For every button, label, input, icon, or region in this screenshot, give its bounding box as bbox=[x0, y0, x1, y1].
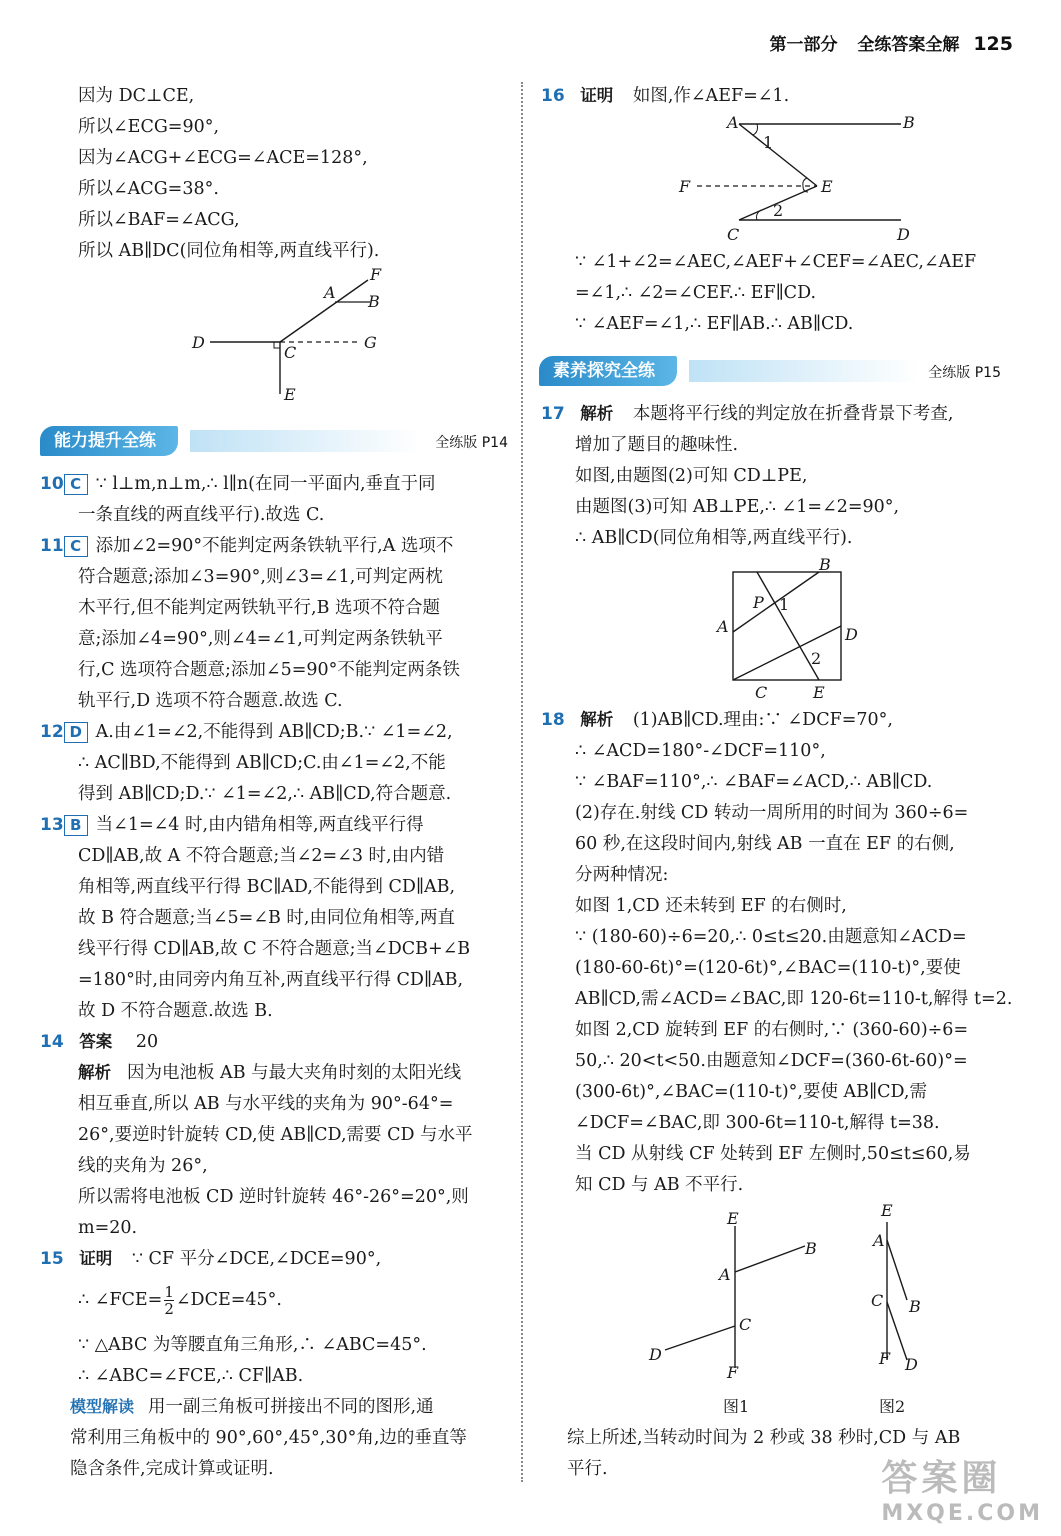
text-segment: ∠DCE=45°. bbox=[175, 1290, 282, 1310]
q13-first-line bbox=[40, 813, 424, 837]
text-line: 因为∠ACG+∠ECG=∠ACE=128°, bbox=[78, 148, 368, 168]
text-line: 26°,要逆时针旋转 CD,使 AB∥CD,需要 CD 与水平 bbox=[78, 1125, 473, 1145]
text-line: 所以需将电池板 CD 逆时针旋转 46°-26°=20°,则 bbox=[78, 1187, 469, 1207]
text-line: ∵ ∠AEF=∠1,∴ EF∥AB.∴ AB∥CD. bbox=[575, 314, 854, 334]
text-line: ∴ ∠ACD=180°-∠DCF=110°, bbox=[575, 741, 826, 761]
fig-label: D bbox=[905, 1355, 918, 1374]
fig-label: B bbox=[909, 1297, 921, 1316]
text-line: 所以 AB∥DC(同位角相等,两直线平行). bbox=[78, 241, 380, 261]
text-line: 所以∠ECG=90°, bbox=[78, 117, 220, 137]
proof-label: 证明 bbox=[580, 86, 614, 105]
figure-q18-1 bbox=[637, 1208, 837, 1413]
answer-box: D bbox=[64, 722, 88, 743]
fig-label: 2 bbox=[773, 201, 784, 220]
watermark-bottom: MXQE.COM bbox=[881, 1501, 1043, 1526]
figure-q16 bbox=[677, 110, 917, 245]
fraction: $\frac{1}{2}$ bbox=[164, 1283, 174, 1318]
text-line: 平行. bbox=[567, 1459, 608, 1479]
fig-label: C bbox=[871, 1291, 884, 1310]
q16-first-line bbox=[541, 84, 789, 108]
fig-label: C bbox=[284, 343, 297, 362]
q15-first-line bbox=[40, 1247, 381, 1271]
fig-label: A bbox=[873, 1231, 885, 1250]
answer-label: 答案 bbox=[79, 1032, 113, 1051]
text-line: 木平行,但不能判定两铁轨平行,B 选项不符合题 bbox=[78, 598, 441, 618]
fig-label: A bbox=[717, 617, 729, 636]
analysis-label: 解析 bbox=[580, 404, 614, 423]
text-line: (1)AB∥CD.理由:∵ ∠DCF=70°, bbox=[632, 710, 893, 730]
text-line: 60 秒,在这段时间内,射线 AB 一直在 EF 的右侧, bbox=[575, 834, 955, 854]
watermark-top: 答案圈 bbox=[881, 1458, 1002, 1499]
model-first-line bbox=[70, 1395, 434, 1419]
header-title: 全练答案全解 bbox=[857, 35, 960, 55]
question-number: 14 bbox=[40, 1032, 64, 1052]
model-label: 模型解读 bbox=[70, 1397, 135, 1416]
q18-first-line bbox=[541, 708, 893, 732]
text-line: 如图,作∠AEF=∠1. bbox=[632, 86, 790, 106]
banner-ref: 全练版 P15 bbox=[928, 365, 1001, 381]
text-line: 角相等,两直线平行得 BC∥AD,不能得到 CD∥AB, bbox=[78, 877, 456, 897]
text-line: 如图 2,CD 旋转到 EF 的右侧时,∵ (360-60)÷6= bbox=[575, 1020, 969, 1040]
text-line: 故 D 不符合题意.故选 B. bbox=[78, 1001, 273, 1021]
text-line: 因为电池板 AB 与最大夹角时刻的太阳光线 bbox=[127, 1063, 462, 1083]
text-line: A.由∠1=∠2,不能得到 AB∥CD;B.∵ ∠1=∠2, bbox=[95, 722, 453, 742]
text-line: AB∥CD,需∠ACD=∠BAC,即 120-6t=110-t,解得 t=2. bbox=[575, 989, 1013, 1009]
section-banner-ability bbox=[40, 426, 508, 456]
text-line: 如图,由题图(2)可知 CD⊥PE, bbox=[575, 466, 808, 486]
fig-label: C bbox=[739, 1315, 752, 1334]
fig-label: C bbox=[755, 683, 768, 702]
text-line: ∵ △ABC 为等腰直角三角形,∴ ∠ABC=45°. bbox=[78, 1335, 427, 1355]
banner-title: 素养探究全练 bbox=[539, 356, 677, 386]
text-line: 常利用三角板中的 90°,60°,45°,30°角,边的垂直等 bbox=[70, 1428, 467, 1448]
text-line: ∵ ∠BAF=110°,∴ ∠BAF=∠ACD,∴ AB∥CD. bbox=[575, 772, 933, 792]
text-line: 本题将平行线的判定放在折叠背景下考查, bbox=[632, 404, 954, 424]
text-line: 由题图(3)可知 AB⊥PE,∴ ∠1=∠2=90°, bbox=[575, 497, 900, 517]
text-line: 因为 DC⊥CE, bbox=[78, 86, 195, 106]
header-part: 第一部分 bbox=[769, 35, 838, 55]
text-line: 综上所述,当转动时间为 2 秒或 38 秒时,CD 与 AB bbox=[567, 1428, 961, 1448]
text-line: =∠1,∴ ∠2=∠CEF.∴ EF∥CD. bbox=[575, 283, 817, 303]
text-line: ∵ CF 平分∠DCE,∠DCE=90°, bbox=[131, 1249, 382, 1269]
page-number: 125 bbox=[973, 33, 1013, 55]
banner-title: 能力提升全练 bbox=[40, 426, 178, 456]
text-line: ∵ l⊥m,n⊥m,∴ l∥n(在同一平面内,垂直于同 bbox=[95, 474, 436, 494]
question-number: 15 bbox=[40, 1249, 64, 1269]
text-line: 当 CD 从射线 CF 处转到 EF 左侧时,50≤t≤60,易 bbox=[575, 1144, 971, 1164]
text-line: 用一副三角板可拼接出不同的图形,通 bbox=[148, 1397, 434, 1417]
text-line: 当∠1=∠4 时,由内错角相等,两直线平行得 bbox=[95, 815, 424, 835]
text-line: ∵ (180-60)÷6=20,∴ 0≤t≤20.由题意知∠ACD= bbox=[575, 927, 967, 947]
q12-first-line bbox=[40, 720, 453, 744]
q17-first-line bbox=[541, 402, 953, 426]
page-header bbox=[769, 30, 1013, 55]
text-line: 知 CD 与 AB 不平行. bbox=[575, 1175, 744, 1195]
text-line: 意;添加∠4=90°,则∠4=∠1,可判定两条铁轨平 bbox=[78, 629, 443, 649]
answer-box: C bbox=[64, 474, 88, 495]
fig-label: 2 bbox=[811, 649, 822, 668]
q11-first-line bbox=[40, 534, 453, 558]
text-line: 相互垂直,所以 AB 与水平线的夹角为 90°-64°= bbox=[78, 1094, 454, 1114]
fig-label: D bbox=[192, 333, 205, 352]
text-line: CD∥AB,故 A 不符合题意;当∠2=∠3 时,由内错 bbox=[78, 846, 445, 866]
text-line: 轨平行,D 选项不符合题意.故选 C. bbox=[78, 691, 343, 711]
fig-label: D bbox=[897, 225, 910, 244]
analysis-label: 解析 bbox=[78, 1063, 111, 1082]
question-number: 17 bbox=[541, 404, 565, 424]
text-line: ∴ AC∥BD,不能得到 AB∥CD;C.由∠1=∠2,不能 bbox=[78, 753, 446, 773]
figure-q17 bbox=[707, 556, 867, 702]
fig-label: E bbox=[821, 177, 833, 196]
text-line: (2)存在.射线 CD 转动一周所用的时间为 360÷6= bbox=[575, 803, 969, 823]
answer-box: B bbox=[64, 815, 88, 836]
q14-answer-line bbox=[40, 1030, 158, 1054]
question-number: 18 bbox=[541, 710, 565, 730]
q10-first-line bbox=[40, 472, 436, 496]
fig-label: A bbox=[324, 283, 336, 302]
column-divider bbox=[521, 82, 523, 1482]
fig-label: C bbox=[727, 225, 740, 244]
fig-label: E bbox=[727, 1209, 739, 1228]
text-line: (180-60-6t)°=(120-6t)°,∠BAC=(110-t)°,要使 bbox=[575, 958, 961, 978]
text-line: 50,∴ 20<t<50.由题意知∠DCF=(360-6t-60)°= bbox=[575, 1051, 968, 1071]
section-banner-literacy bbox=[539, 356, 1001, 386]
fig-label: D bbox=[649, 1345, 662, 1364]
fig-label: 1 bbox=[763, 133, 774, 152]
fig-label: B bbox=[903, 113, 915, 132]
figure-caption: 图2 bbox=[879, 1397, 906, 1413]
question-number: 12 bbox=[40, 722, 64, 742]
q15-fraction-line bbox=[78, 1283, 282, 1317]
figure-q18-2 bbox=[857, 1200, 947, 1413]
text-line: 行,C 选项符合题意;添加∠5=90°不能判定两条铁 bbox=[78, 660, 460, 680]
text-line: ∵ ∠1+∠2=∠AEC,∠AEF+∠CEF=∠AEC,∠AEF bbox=[575, 252, 977, 272]
fig-label: F bbox=[727, 1363, 739, 1382]
text-line: 线平行得 CD∥AB,故 C 不符合题意;当∠DCB+∠B bbox=[78, 939, 471, 959]
fig-label: A bbox=[719, 1265, 731, 1284]
question-number: 13 bbox=[40, 815, 64, 835]
text-line: 隐含条件,完成计算或证明. bbox=[70, 1459, 274, 1479]
text-line: 故 B 符合题意;当∠5=∠B 时,由同位角相等,两直 bbox=[78, 908, 456, 928]
text-line: 所以∠BAF=∠ACG, bbox=[78, 210, 240, 230]
text-line: 得到 AB∥CD;D.∵ ∠1=∠2,∴ AB∥CD,符合题意. bbox=[78, 784, 452, 804]
fig-label: D bbox=[845, 625, 858, 644]
q14-analysis-line bbox=[78, 1061, 461, 1085]
fig-label: A bbox=[727, 113, 739, 132]
fig-label: P bbox=[753, 593, 764, 612]
fig-label: E bbox=[881, 1201, 893, 1220]
answer-value: 20 bbox=[135, 1032, 159, 1052]
fig-label: 1 bbox=[779, 595, 790, 614]
text-segment: ∴ ∠FCE= bbox=[78, 1290, 163, 1310]
fig-label: G bbox=[364, 333, 377, 352]
banner-ref: 全练版 P14 bbox=[435, 435, 508, 451]
text-line: (300-6t)°,∠BAC=(110-t)°,要使 AB∥CD,需 bbox=[575, 1082, 927, 1102]
fig-label: E bbox=[813, 683, 825, 702]
text-line: 分两种情况: bbox=[575, 865, 669, 885]
proof-label: 证明 bbox=[79, 1249, 113, 1268]
text-line: ∴ AB∥CD(同位角相等,两直线平行). bbox=[575, 528, 853, 548]
figure-caption: 图1 bbox=[723, 1397, 750, 1413]
text-line: =180°时,由同旁内角互补,两直线平行得 CD∥AB, bbox=[78, 970, 464, 990]
fig-label: B bbox=[368, 292, 380, 311]
text-line: ∠DCF=∠BAC,即 300-6t=110-t,解得 t=38. bbox=[575, 1113, 940, 1133]
fig-label: B bbox=[819, 556, 831, 574]
answer-box: C bbox=[64, 536, 88, 557]
text-line: ∴ ∠ABC=∠FCE,∴ CF∥AB. bbox=[78, 1366, 304, 1386]
text-line: 如图 1,CD 还未转到 EF 的右侧时, bbox=[575, 896, 847, 916]
text-line: 一条直线的两直线平行).故选 C. bbox=[78, 505, 325, 525]
text-line: 添加∠2=90°不能判定两条铁轨平行,A 选项不 bbox=[95, 536, 454, 556]
fig-label: F bbox=[370, 265, 382, 284]
question-number: 10 bbox=[40, 474, 64, 494]
text-line: 符合题意;添加∠3=90°,则∠3=∠1,可判定两枕 bbox=[78, 567, 443, 587]
question-number: 11 bbox=[40, 536, 64, 556]
analysis-label: 解析 bbox=[580, 710, 614, 729]
figure-q9 bbox=[190, 262, 420, 407]
text-line: 增加了题目的趣味性. bbox=[575, 435, 739, 455]
text-line: m=20. bbox=[78, 1218, 138, 1238]
fig-label: F bbox=[879, 1349, 891, 1368]
text-line: 线的夹角为 26°, bbox=[78, 1156, 208, 1176]
text-line: 所以∠ACG=38°. bbox=[78, 179, 219, 199]
question-number: 16 bbox=[541, 86, 565, 106]
watermark-logo bbox=[881, 1450, 1043, 1526]
fig-label: B bbox=[805, 1239, 817, 1258]
fig-label: E bbox=[284, 385, 296, 404]
fig-label: F bbox=[679, 177, 691, 196]
